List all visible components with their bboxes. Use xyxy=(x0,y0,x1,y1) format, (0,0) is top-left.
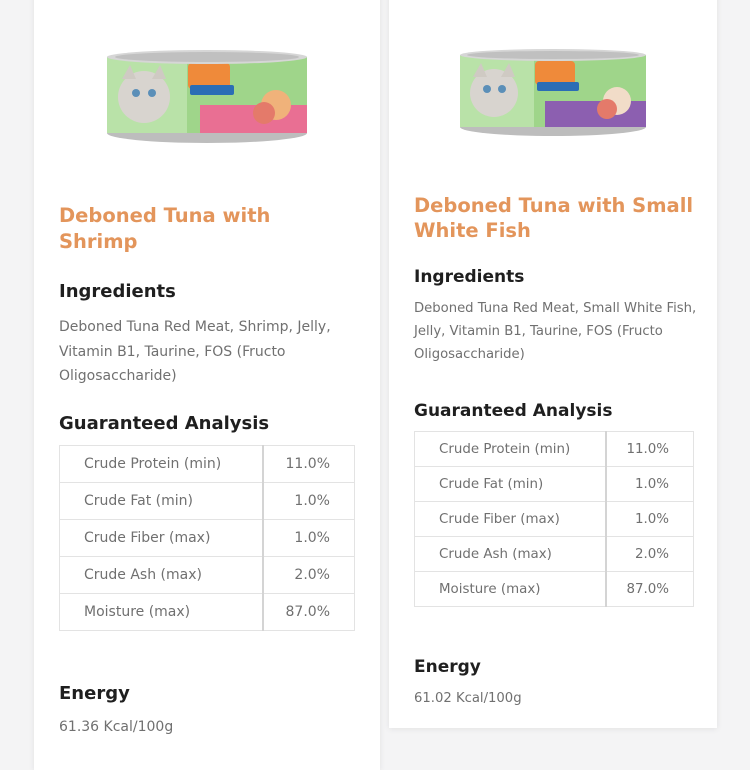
energy-heading: Energy xyxy=(59,683,130,704)
energy-value: 61.02 Kcal/100g xyxy=(414,691,522,706)
ingredients-text: Deboned Tuna Red Meat, Small White Fish, Jelly, Vitamin B1, Taurine, FOS (Fructo Oligosaccharide) xyxy=(414,301,697,362)
nutrient-value: 87.0% xyxy=(606,572,694,607)
nutrient-value: 1.0% xyxy=(263,520,355,557)
table-row xyxy=(415,502,694,537)
nutrient-name: Crude Fat (min) xyxy=(60,483,264,520)
table-row xyxy=(415,432,694,467)
nutrient-value: 1.0% xyxy=(606,467,694,502)
nutrient-name: Crude Ash (max) xyxy=(60,557,264,594)
table-row xyxy=(60,557,355,594)
table-row xyxy=(415,537,694,572)
nutrient-name: Crude Fat (min) xyxy=(415,467,607,502)
product-title: Deboned Tuna with Small White Fish xyxy=(414,194,694,242)
nutrient-name: Crude Protein (min) xyxy=(60,446,264,483)
nutrient-name: Crude Fiber (max) xyxy=(415,502,607,537)
analysis-table xyxy=(414,431,694,607)
nutrient-value: 1.0% xyxy=(263,483,355,520)
nutrient-name: Moisture (max) xyxy=(415,572,607,607)
nutrient-name: Crude Protein (min) xyxy=(415,432,607,467)
table-row xyxy=(415,572,694,607)
nutrient-value: 2.0% xyxy=(606,537,694,572)
product-can-image xyxy=(104,45,310,147)
table-row xyxy=(60,483,355,520)
nutrient-value: 1.0% xyxy=(606,502,694,537)
product-card-shrimp xyxy=(34,0,380,770)
nutrient-value: 11.0% xyxy=(263,446,355,483)
nutrient-name: Crude Fiber (max) xyxy=(60,520,264,557)
product-card-white-fish xyxy=(389,0,717,728)
ingredients-heading: Ingredients xyxy=(414,267,525,287)
table-row xyxy=(415,467,694,502)
nutrient-name: Crude Ash (max) xyxy=(415,537,607,572)
nutrient-name: Moisture (max) xyxy=(60,594,264,631)
analysis-table xyxy=(59,445,355,631)
analysis-heading: Guaranteed Analysis xyxy=(59,413,270,434)
nutrient-value: 11.0% xyxy=(606,432,694,467)
product-title: Deboned Tuna with Shrimp xyxy=(59,204,271,253)
product-can-image xyxy=(457,45,649,139)
ingredients-heading: Ingredients xyxy=(59,281,176,302)
energy-value: 61.36 Kcal/100g xyxy=(59,719,174,735)
nutrient-value: 87.0% xyxy=(263,594,355,631)
nutrient-value: 2.0% xyxy=(263,557,355,594)
table-row xyxy=(60,520,355,557)
table-row xyxy=(60,446,355,483)
table-row xyxy=(60,594,355,631)
analysis-heading: Guaranteed Analysis xyxy=(414,401,613,421)
ingredients-text: Deboned Tuna Red Meat, Shrimp, Jelly, Vitamin B1, Taurine, FOS (Fructo Oligosaccharide) xyxy=(59,319,331,384)
energy-heading: Energy xyxy=(414,657,481,677)
